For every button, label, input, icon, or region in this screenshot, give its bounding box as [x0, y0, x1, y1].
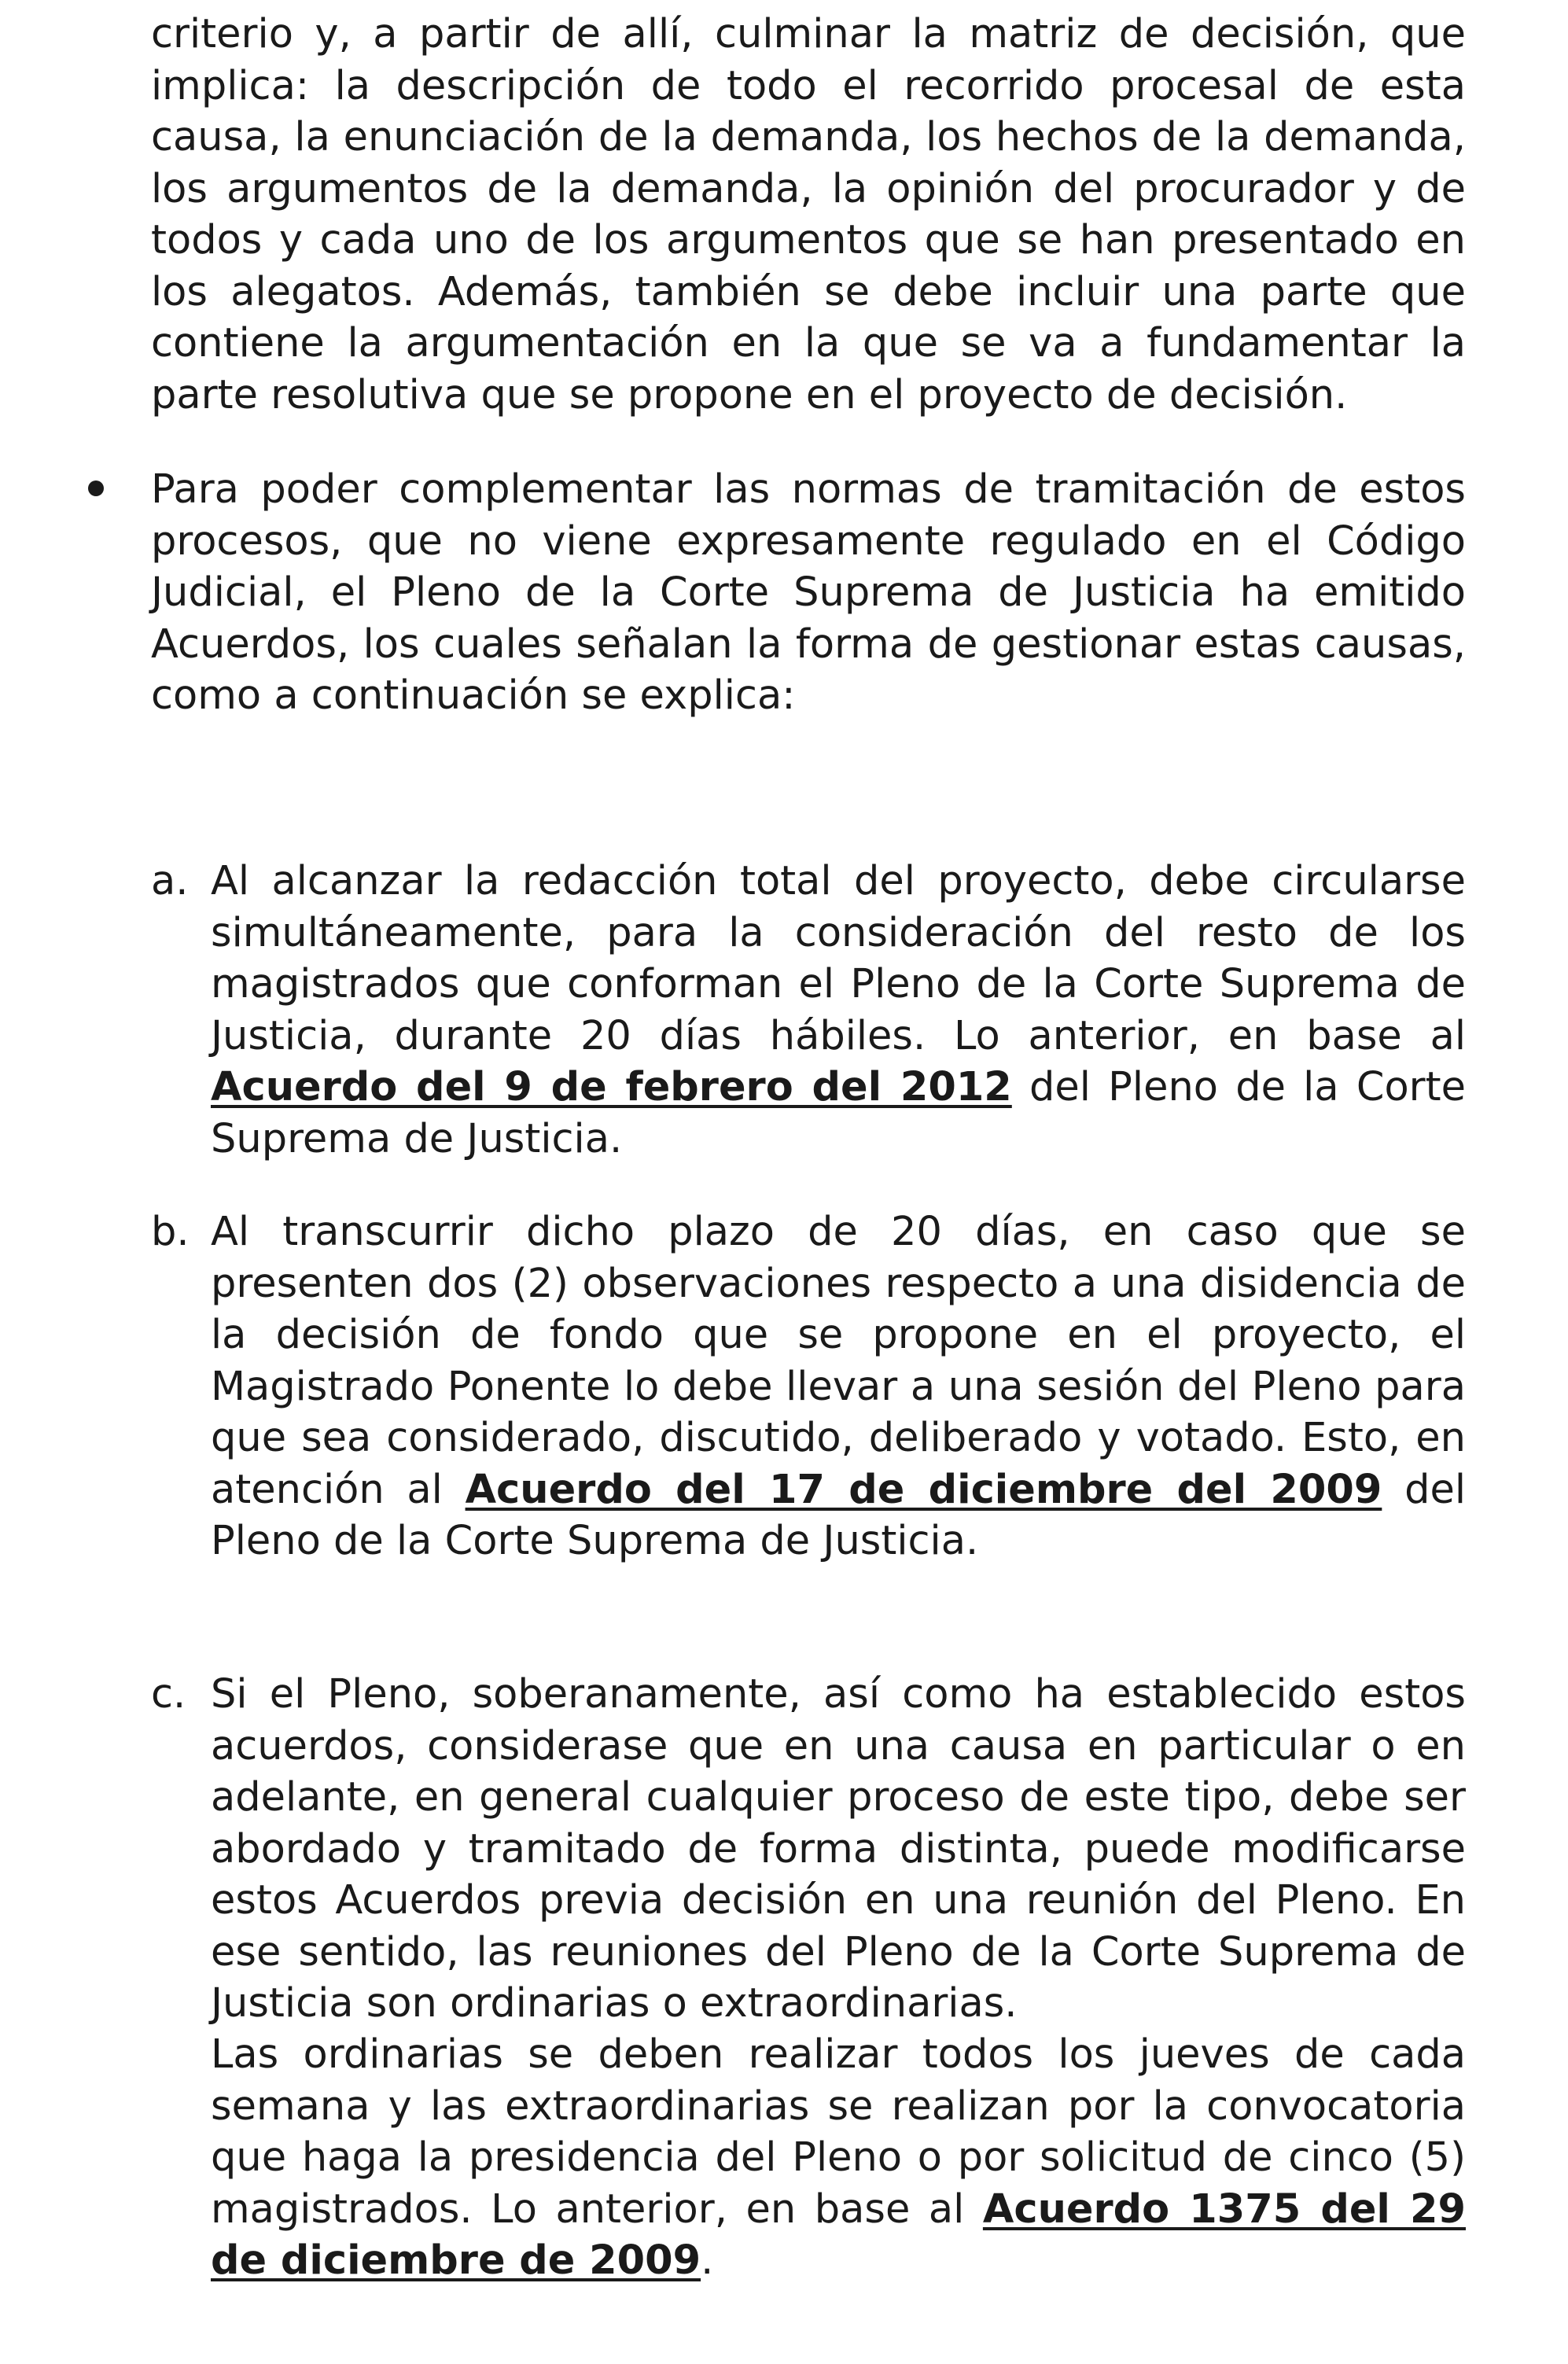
bullet-icon: [88, 481, 104, 496]
item-a-marker: a.: [151, 858, 189, 904]
item-a-text-end: del Pleno de la Corte Suprema de Justicia.: [211, 1064, 1466, 1162]
item-b-text-end: del Pleno de la Corte Suprema de Justicia.: [211, 1466, 1466, 1564]
item-b-marker: b.: [151, 1209, 190, 1255]
item-c-text: Las ordinarias se deben realizar todos los jueves de cada semana y las extraordinarias se realizan por la convocatoria que haga la presidencia del Pleno o por solicitud de cinco (5) magistrados. Lo anterior, en base al: [211, 2031, 1466, 2233]
intro-paragraph: criterio y, a partir de allí, culminar la matriz de decisión, que implica: la descripción de todo el recorrido procesal de esta causa, la enunciación de la demanda, los hechos de la demanda, los argumentos de la demanda, la opinión del procurador y de todos y cada uno de los argumentos que se han presentado en los alegatos. Además, también se debe incluir una parte que contiene la argumentación en la que se va a fundamentar la parte resolutiva que se propone en el proyecto de decisión.: [151, 11, 1466, 418]
item-b-text: Al transcurrir dicho plazo de 20 días, en caso que se presenten dos (2) observaciones respecto a una disidencia de la decisión de fondo que se propone en el proyecto, el Magistrado Ponente lo debe llevar a una sesión del Pleno para que sea considerado, discutido, deliberado y votado. Esto, en atención al: [211, 1209, 1466, 1513]
item-c-text-end: .: [701, 2237, 714, 2284]
item-b-reference: Acuerdo del 17 de diciembre del 2009: [465, 1466, 1382, 1513]
item-c-paragraph-2: [211, 2029, 1466, 2287]
item-b-paragraph: [211, 1206, 1466, 1567]
item-c-paragraph: Si el Pleno, soberanamente, así como ha establecido estos acuerdos, considerase que en una causa en particular o en adelante, en general cualquier proceso de este tipo, debe ser abordado y tramitado de forma distinta, puede modificarse estos Acuerdos previa decisión en una reunión del Pleno. En ese sentido, las reuniones del Pleno de la Corte Suprema de Justicia son ordinarias o extraordinarias.: [211, 1671, 1466, 2027]
item-c-marker: c.: [151, 1671, 186, 1718]
bullet-paragraph: Para poder complementar las normas de tramitación de estos procesos, que no viene expresamente regulado en el Código Judicial, el Pleno de la Corte Suprema de Justicia ha emitido Acuerdos, los cuales señalan la forma de gestionar estas causas, como a continuación se explica:: [151, 466, 1466, 719]
item-c-reference: Acuerdo 1375 del 29 de diciembre de 2009: [211, 2185, 1466, 2284]
item-a-reference: Acuerdo del 9 de febrero del 2012: [211, 1064, 1012, 1110]
item-a-paragraph: [211, 856, 1466, 1165]
item-a-text: Al alcanzar la redacción total del proyecto, debe circularse simultáneamente, para la consideración del resto de los magistrados que conforman el Pleno de la Corte Suprema de Justicia, durante 20 días hábiles. Lo anterior, en base al: [211, 858, 1466, 1059]
